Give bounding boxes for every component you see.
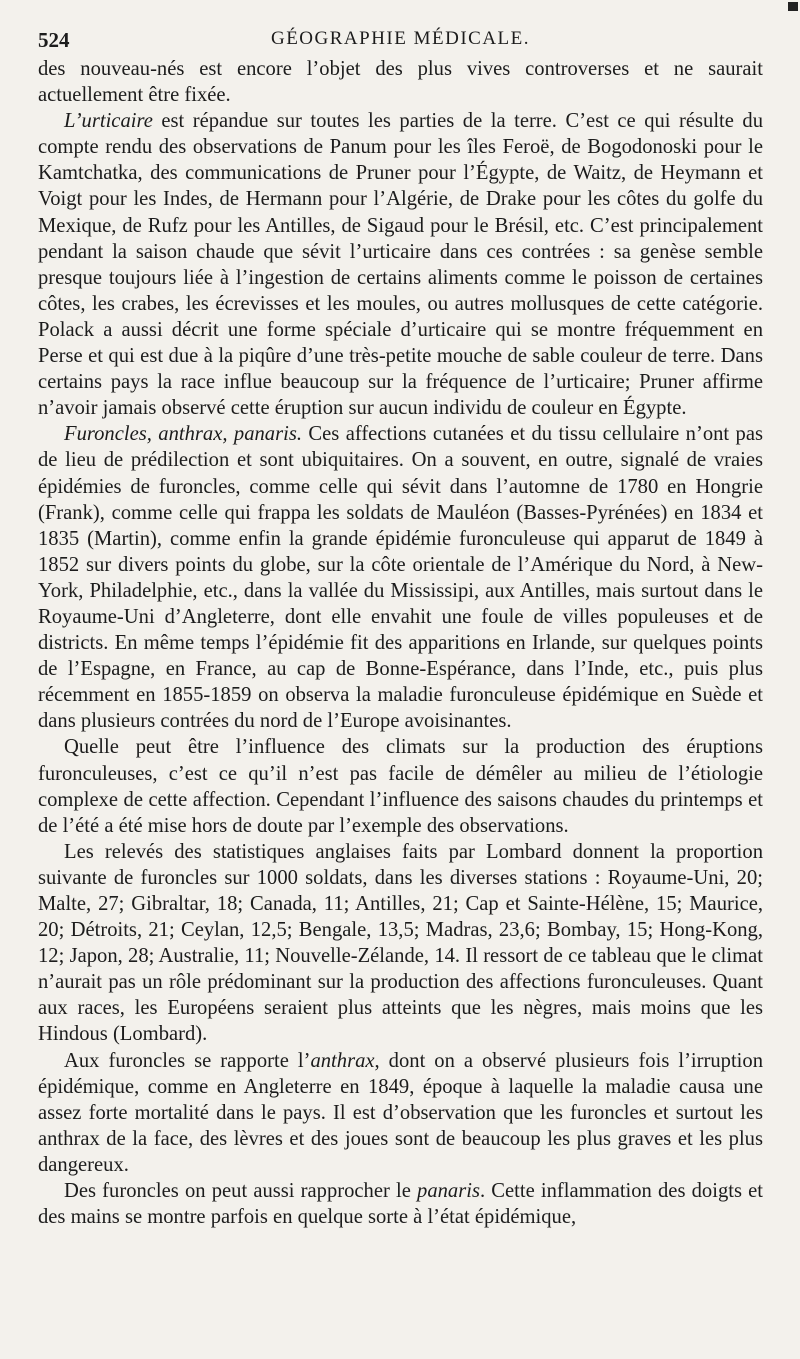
paragraph-climats-text: Quelle peut être l’influence des climats sur la production des éruptions furonculeuses, c’est ce qu’il n’est pas facile de démêler au milieu de l’étiologie complexe de cette affection. Cependant l’influence des saisons chaudes du printemps et de l’été a été mise hors de doute par l’exemple des observations. [38, 736, 763, 837]
paragraph-panaris-text: Des furoncles on peut aussi rapprocher le [64, 1180, 418, 1203]
paragraph-climats [38, 734, 763, 838]
term-panaris: panaris [417, 1180, 480, 1203]
paragraph-furoncles [38, 421, 763, 734]
section-lead-furoncles: Furoncles, anthrax, panaris. [64, 423, 302, 446]
section-lead-urticaire: L’urticaire [64, 110, 153, 133]
book-page [38, 22, 763, 1230]
paragraph-1 [38, 56, 763, 108]
paragraph-statistiques [38, 839, 763, 1048]
printer-mark [788, 2, 798, 11]
paragraph-urticaire [38, 108, 763, 421]
page-header [38, 22, 763, 56]
paragraph-anthrax-text: Aux furoncles se rapporte l’ [64, 1049, 311, 1072]
running-title: GÉOGRAPHIE MÉDICALE. [270, 28, 531, 49]
page-body [38, 56, 763, 1230]
paragraph-panaris [38, 1178, 763, 1230]
paragraph-urticaire-text: est répandue sur toutes les parties de la terre. C’est ce qui résulte du compte rendu des observations de Panum pour les îles Feroë, de Bogodonoski pour le Kamtchatka, des communications de Pruner pour l’Égypte, de Waitz, de Heymann et Voigt pour les Indes, de Hermann pour l’Algérie, de Drake pour les côtes du golfe du Mexique, de Rufz pour les Antilles, de Sigaud pour le Brésil, etc. C’est principalement pendant la saison chaude que sévit l’urticaire dans ces contrées : sa genèse semble presque toujours liée à l’ingestion de certains aliments comme le poisson de certaines côtes, les crabes, les écrevisses et les moules, ou autres mollusques de cette catégorie. Polack a aussi décrit une forme spéciale d’urticaire qui se montre fréquemment en Perse et qui est due à la piqûre d’une très-petite mouche de sable couleur de terre. Dans certains pays la race influe beaucoup sur la fréquence de l’urticaire; Pruner affirme n’avoir jamais observé cette éruption sur aucun individu de couleur en Égypte. [38, 110, 763, 420]
page-number: 524 [38, 28, 70, 52]
paragraph-1-text: des nouveau-nés est encore l’objet des plus vives controverses et ne saurait actuellement être fixée. [38, 58, 763, 107]
paragraph-anthrax-after: , dont on a observé plusieurs fois l’irruption épidémique, comme en Angleterre en 1849, époque à laquelle la maladie causa une assez forte mortalité dans le pays. Il est d’observation que les furoncles et surtout les anthrax de la face, des lèvres et des joues sont de beaucoup les plus graves et les plus dangereux. [38, 1049, 763, 1176]
paragraph-statistiques-text: Les relevés des statistiques anglaises faits par Lombard donnent la proportion suivante de furoncles sur 1000 soldats, dans les diverses stations : Royaume-Uni, 20; Malte, 27; Gibraltar, 18; Canada, 11; Antilles, 21; Cap et Sainte-Hélène, 15; Maurice, 20; Détroits, 21; Ceylan, 12,5; Bengale, 13,5; Madras, 23,6; Bombay, 15; Hong-Kong, 12; Japon, 28; Australie, 11; Nouvelle-Zélande, 14. Il ressort de ce tableau que le climat n’aurait pas un rôle prédominant sur la production des affections furonculeuses. Quant aux races, les Européens seraient plus atteints que les nègres, mais moins que les Hindous (Lombard). [38, 840, 763, 1046]
paragraph-panaris-after: . Cette inflammation des doigts et des mains se montre parfois en quelque sorte à l’état épidémique, [38, 1180, 763, 1229]
paragraph-anthrax [38, 1048, 763, 1178]
term-anthrax: anthrax [310, 1049, 375, 1072]
paragraph-furoncles-text: Ces affections cutanées et du tissu cellulaire n’ont pas de lieu de prédilection et sont ubiquitaires. On a souvent, en outre, signalé de vraies épidémies de furoncles, comme celle qui sévit dans l’automne de 1780 en Hongrie (Frank), comme celle qui frappa les soldats de Mauléon (Basses-Pyrénées) en 1834 et 1835 (Martin), comme enfin la grande épidémie furonculeuse qui apparut de 1849 à 1852 sur divers points du globe, sur la côte orientale de l’Amérique du Nord, à New-York, Philadelphie, etc., dans la vallée du Mississipi, aux Antilles, mais surtout dans le Royaume-Uni d’Angleterre, dont elle envahit une foule de villes populeuses et de districts. En même temps l’épidémie fit des apparitions en Irlande, sur quelques points de l’Espagne, en France, au cap de Bonne-Espérance, dans l’Inde, etc., puis plus récemment en 1855-1859 on observa la maladie furonculeuse épidémique en Suède et dans plusieurs contrées du nord de l’Europe avoisinantes. [38, 423, 763, 733]
